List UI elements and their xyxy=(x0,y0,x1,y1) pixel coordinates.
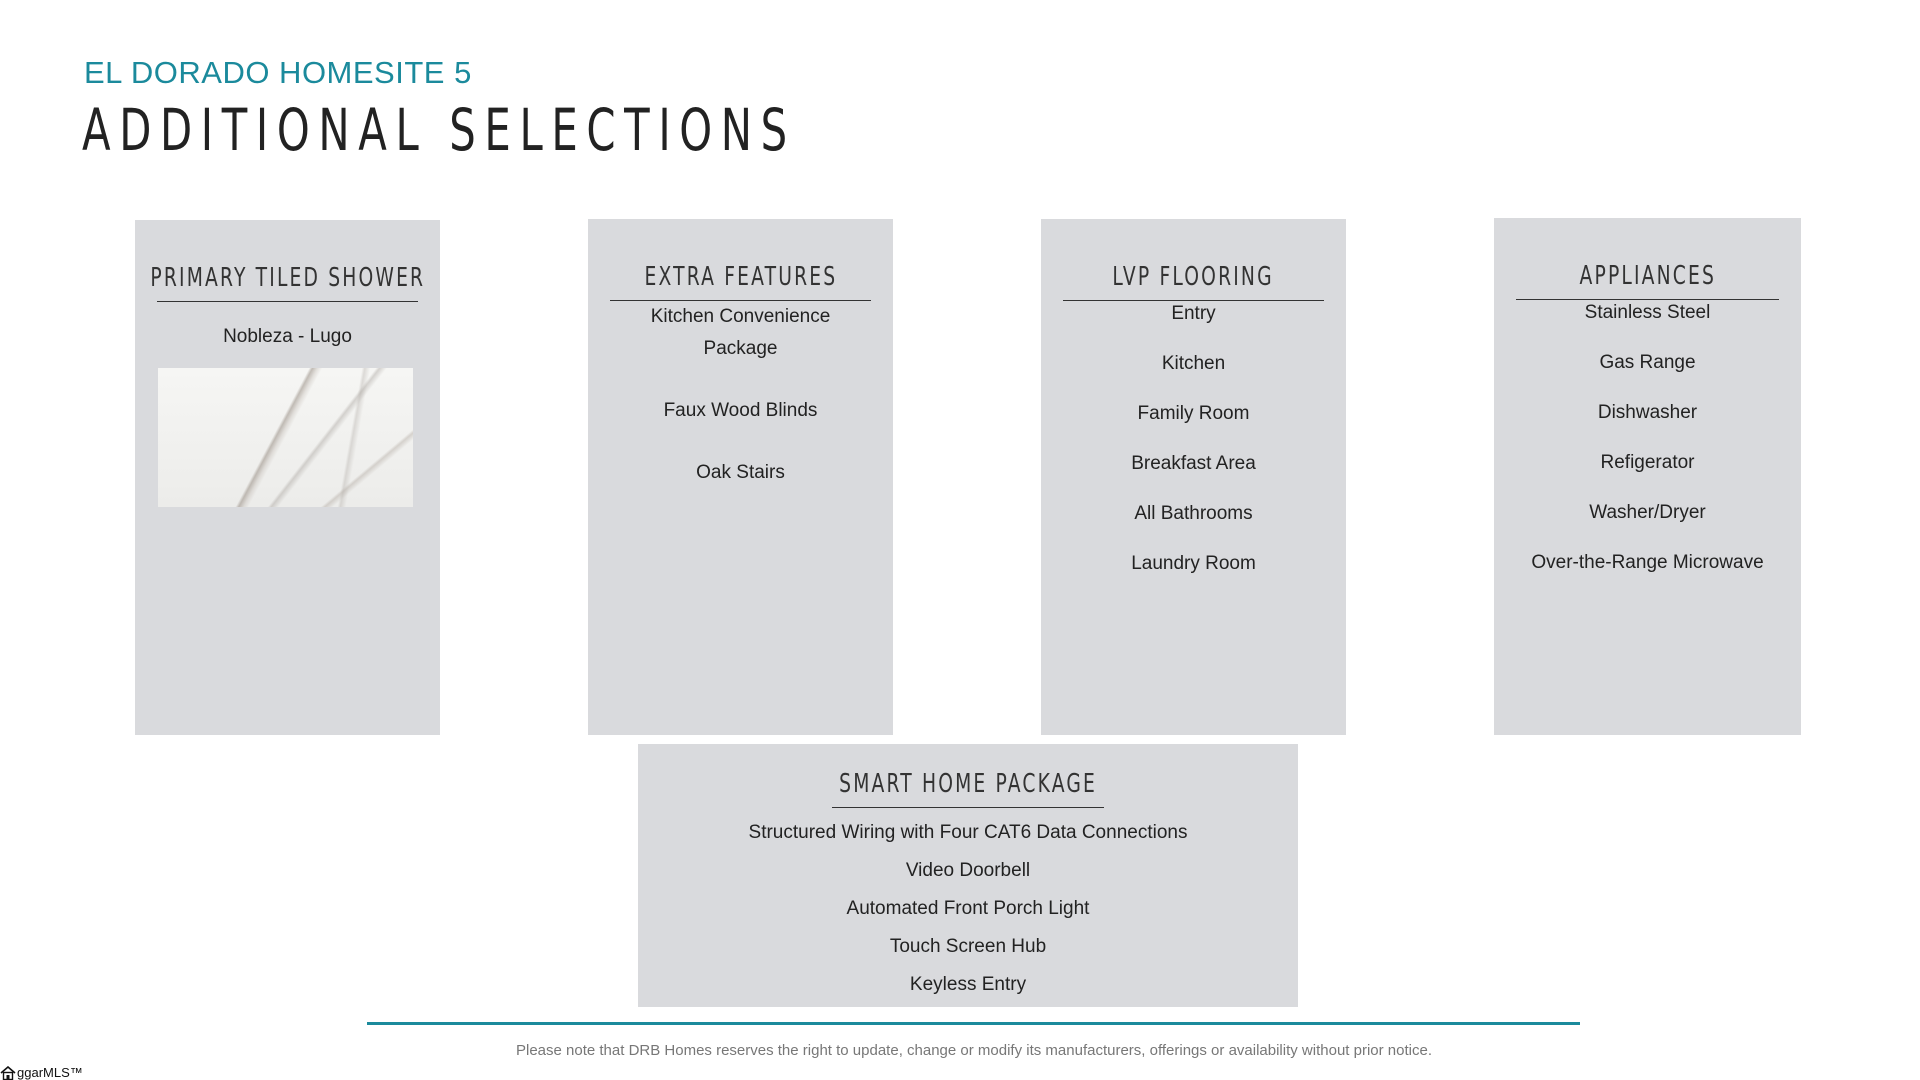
selection-list xyxy=(1051,299,1336,599)
list-item: Breakfast Area xyxy=(1131,453,1256,474)
disclaimer-text: Please note that DRB Homes reserves the right to update, change or modify its manufacturers, offerings or availability without prior notice. xyxy=(515,1042,1432,1059)
list-item: Entry xyxy=(1171,303,1216,324)
list-item: Washer/Dryer xyxy=(1589,502,1706,523)
selection-list xyxy=(648,301,833,489)
house-icon xyxy=(0,1066,16,1080)
list-item: Touch Screen Hub xyxy=(889,936,1047,957)
list-item: Gas Range xyxy=(1599,352,1696,373)
list-item: Video Doorbell xyxy=(905,860,1031,881)
card-heading-text: PRIMARY TILED SHOWER xyxy=(150,263,425,293)
selection-list xyxy=(1504,298,1791,598)
selection-list xyxy=(145,326,430,348)
list-item: Keyless Entry xyxy=(909,974,1027,995)
list-item: Over-the-Range Microwave xyxy=(1531,552,1764,573)
mls-logo-text: ggarMLS™ xyxy=(17,1065,83,1080)
list-item: Structured Wiring with Four CAT6 Data Connections xyxy=(748,822,1188,843)
list-item: Stainless Steel xyxy=(1584,302,1711,323)
list-item: All Bathrooms xyxy=(1134,503,1253,524)
card-heading-text: LVP FLOORING xyxy=(1112,262,1275,292)
card-extra-features xyxy=(588,219,893,735)
list-item: Oak Stairs xyxy=(696,462,785,483)
card-heading-text: EXTRA FEATURES xyxy=(644,262,837,292)
list-item: Laundry Room xyxy=(1131,553,1256,574)
card-heading-text: APPLIANCES xyxy=(1579,261,1716,291)
list-item: Nobleza - Lugo xyxy=(223,326,352,347)
card-heading xyxy=(610,249,871,301)
marble-tile-swatch xyxy=(158,368,413,507)
page-title: ADDITIONAL SELECTIONS xyxy=(82,96,796,164)
list-item: Kitchen xyxy=(1161,353,1226,374)
card-appliances xyxy=(1494,218,1801,735)
list-item: Kitchen Convenience Package xyxy=(650,306,831,359)
card-heading xyxy=(1063,249,1324,301)
page-subtitle: EL DORADO HOMESITE 5 xyxy=(84,55,472,90)
list-item: Faux Wood Blinds xyxy=(663,400,818,421)
card-heading xyxy=(150,250,425,302)
card-lvp-flooring xyxy=(1041,219,1346,735)
card-heading-text: SMART HOME PACKAGE xyxy=(839,769,1097,799)
list-item: Refigerator xyxy=(1600,452,1695,473)
selection-list xyxy=(648,814,1288,1004)
mls-logo xyxy=(0,1066,83,1080)
footer-divider xyxy=(367,1022,1580,1025)
card-heading xyxy=(832,756,1104,808)
list-item: Dishwasher xyxy=(1597,402,1698,423)
card-primary-tiled-shower xyxy=(135,220,440,735)
card-heading xyxy=(1516,248,1779,300)
list-item: Family Room xyxy=(1137,403,1250,424)
list-item: Automated Front Porch Light xyxy=(846,898,1090,919)
card-smart-home-package xyxy=(638,744,1298,1007)
